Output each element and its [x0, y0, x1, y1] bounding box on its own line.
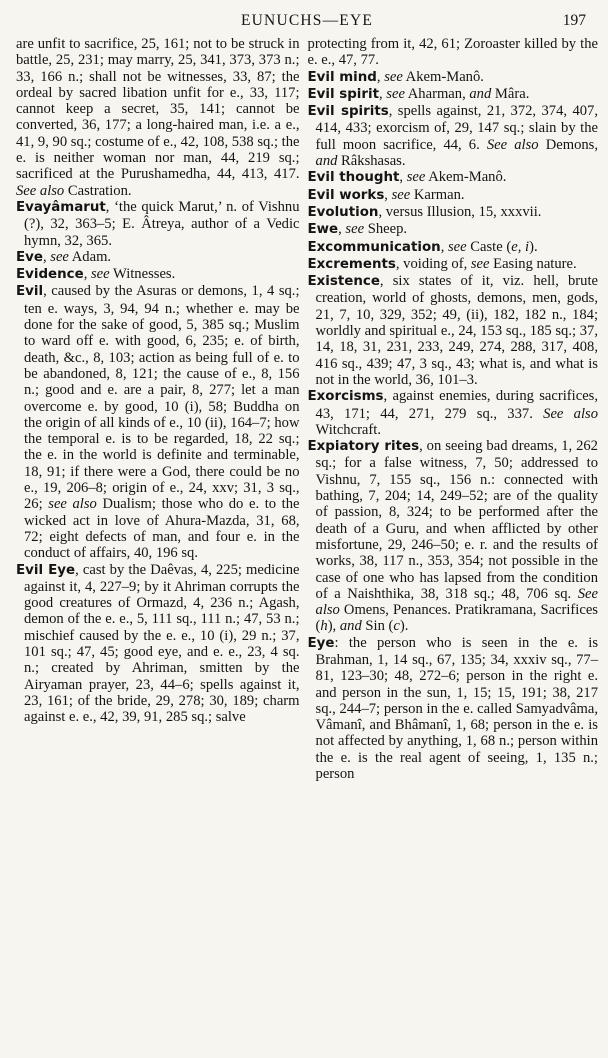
- entry-text: Akem-Manô.: [402, 68, 484, 85]
- entry-headword: Excommunication: [307, 239, 441, 255]
- index-entry-exorcisms: [308, 388, 598, 438]
- entry-headword: Evidence: [16, 267, 84, 283]
- index-entry-excommunication: [308, 239, 598, 256]
- entry-text: : the person who is seen in the e. is Brahman, 1, 14 sq., 67, 135; 34, xxxiv sq., 77–81, 123–30; 48, 272–6; person in the right e. and person in the sun, 1, 15; 15, 191; 38, 217 sq., 244–7; person in the e. called Samyadvâma, Vâmanî, and Bhâmanî, 1, 68; person in the e. is not affected by anything, 1, 68 n.; person within the e. is the real agent of seeing, 1, 135 n.; person: [315, 634, 598, 783]
- entry-text: ,: [384, 186, 392, 203]
- entry-text: ).: [399, 618, 409, 635]
- entry-italic-text: see also: [48, 496, 97, 513]
- index-entry-evil-eye: [16, 562, 300, 726]
- entry-text: Castration.: [64, 182, 132, 199]
- entry-italic-text: and: [339, 618, 362, 635]
- entry-text: Aharman,: [404, 85, 470, 102]
- index-entry-evayamarut: [16, 199, 300, 249]
- index-entry-evil-eye-cont: [308, 36, 598, 69]
- entry-text: ,: [83, 266, 91, 283]
- right-column: [308, 36, 598, 782]
- entry-text: ,: [399, 169, 407, 186]
- entry-headword: Evayâmarut: [16, 199, 106, 215]
- entry-text: Omens, Penances. Pratikramana, Sacrifices (: [315, 602, 598, 635]
- left-column: [16, 36, 300, 782]
- page-header: [16, 10, 598, 32]
- entry-headword: Ewe: [307, 222, 339, 238]
- index-entry-evil: [16, 283, 300, 561]
- index-entry-existence: [308, 273, 598, 388]
- index-entry-expiatory-rites: [308, 438, 598, 635]
- entry-italic-text: h: [320, 618, 328, 635]
- entry-headword: Existence: [307, 274, 380, 290]
- entry-headword: Eve: [16, 249, 43, 265]
- entry-headword: Evil spirits: [307, 104, 389, 120]
- entry-italic-text: See also: [315, 585, 598, 619]
- entry-italic-text: see: [406, 169, 426, 186]
- entry-text: Caste (: [466, 238, 512, 255]
- entry-text: Witnesses.: [109, 266, 176, 283]
- index-columns: [16, 36, 598, 782]
- entry-text: , on seeing bad dreams, 1, 262 sq.; for a false witness, 7, 50; addressed to Vishnu, 7, 155 sq., 156 n.: connected with bathing, 7, 204; 14, 249–52; are of the quality of passion, 8, 324; to be performed after the death of a Guru, and when afflicted by other misfortune, 29, 246–50; e. r. and the results of works, 38, 117 n., 353, 354; not possible in the case of one who has lapsed from the condition of a Naishthika, 38, 318 sq.; 48, 706 sq.: [315, 438, 598, 602]
- index-entry-evolution: [308, 204, 598, 221]
- entry-headword: Excrements: [307, 256, 396, 272]
- entry-text: , versus Illusion, 15, xxxvii.: [378, 203, 542, 220]
- entry-text: Râkshasas.: [337, 153, 406, 170]
- index-entry-evil-spirits: [308, 103, 598, 169]
- index-entry-eye: [308, 635, 598, 783]
- entry-italic-text: See also: [543, 405, 598, 422]
- entry-text: Mâra.: [491, 85, 530, 102]
- entry-italic-text: see: [386, 85, 405, 102]
- entry-italic-text: See also: [16, 182, 65, 199]
- entry-headword: Expiatory rites: [307, 439, 420, 455]
- entry-headword: Evil: [16, 284, 44, 300]
- entry-italic-text: see: [345, 221, 365, 238]
- entry-text: Demons,: [538, 136, 598, 153]
- entry-text: , six states of it, viz. hell, brute creation, world of ghosts, demons, men, gods, 21, 7, 10, 329, 352; 49, (ii), 182, 182 n., 184; worldly and spiritual e., 24, 153 sq., 185 sq.; 37, 14, 18, 31, 231, 233, 249, 274, 288, 317, 408, 416 sq., 439; 47, 3 sq., 43; what is, and what is not in the world, 36, 101–3.: [315, 273, 598, 388]
- running-title: EUNUCHS—EYE: [240, 12, 374, 29]
- entry-headword: Exorcisms: [307, 389, 384, 405]
- entry-italic-text: see: [384, 68, 403, 85]
- entry-text: protecting from it, 42, 61; Zoroaster killed by the e. e., 47, 77.: [307, 36, 598, 69]
- entry-italic-text: see: [391, 186, 411, 203]
- entry-italic-text: see: [50, 248, 69, 265]
- page-number: 197: [562, 12, 586, 29]
- entry-text: ,: [42, 248, 51, 265]
- entry-headword: Evil spirit: [307, 86, 379, 102]
- entry-text: Witchcraft.: [315, 421, 381, 438]
- index-entry-excrements: [308, 256, 598, 273]
- index-entry-eve: [16, 249, 300, 266]
- entry-italic-text: see: [448, 238, 467, 255]
- entry-text: Sheep.: [364, 221, 408, 238]
- entry-text: are unfit to sacrifice, 25, 161; not to be struck in battle, 25, 231; may marry, 25, 341, 373, 373 n.; 33, 166 n.; shall not be witnesses, 33, 87; the ordeal by sacred libation unfit for e., 33, 117; cannot keep a secret, 35, 141; cannot be converted, 36, 177; a long-haired man, i.e. a e., 41, 9, 90 sq.; costume of e., 42, 108, 538 sq.; the e. is neither woman nor man, 44, 219 sq.; sacrificed at the Purushamedha, 44, 413, 417.: [16, 36, 300, 183]
- entry-headword: Evolution: [307, 204, 379, 220]
- entry-headword: Evil works: [307, 187, 385, 203]
- entry-text: Karman.: [410, 186, 465, 203]
- entry-text: Adam.: [68, 248, 112, 265]
- index-entry-ewe: [308, 221, 598, 238]
- entry-headword: Evil thought: [307, 170, 400, 186]
- entry-italic-text: see: [470, 255, 490, 272]
- entry-text: ,: [376, 68, 385, 85]
- entry-headword: Evil Eye: [16, 562, 76, 578]
- entry-italic-text: and: [315, 153, 338, 170]
- entry-text: Dualism; those who do e. to the wicked act in love of Ahura-Mazda, 31, 68, 72; eight defects of man, and four e. in the conduct of affairs, 40, 196 sq.: [24, 496, 300, 562]
- entry-headword: Eye: [307, 635, 335, 651]
- entry-text: , ‘the quick Marut,’ n. of Vishnu (?), 32, 363–5; E. Âtreya, author of a Vedic hymn, 32, 365.: [24, 198, 300, 249]
- entry-text: Akem-Manô.: [425, 169, 507, 186]
- entry-text: , voiding of,: [395, 255, 471, 272]
- index-entry-evil-works: [308, 187, 598, 204]
- entry-headword: Evil mind: [307, 69, 377, 85]
- entry-text: ,: [338, 221, 346, 238]
- entry-text: ).: [529, 238, 538, 255]
- entry-text: , spells against, 21, 372, 374, 407, 414, 433; exorcism of, 29, 147 sq.; slain by the full moon sacrifice, 44, 6.: [315, 103, 598, 153]
- entry-italic-text: c: [393, 618, 400, 635]
- entry-italic-text: See also: [486, 136, 539, 153]
- entry-text: Sin (: [361, 618, 394, 635]
- index-entry-eunuchs-cont: [16, 36, 300, 199]
- entry-text: , caused by the Asuras or demons, 1, 4 sq.; ten e. ways, 3, 94, 94 n.; whether e. may be done for the sake of good, 5, 385 sq.; Muslim to ward off e. with good, 6, 235; e. of birth, death, &c., 8, 103; action as being full of e. to be abandoned, 8, 121; the cause of e., 8, 156 n.; good and e. are a pair, 8, 277; let a man overcome e. by good, 10 (i), 58; Buddha on the origin of all kinds of e., 10 (ii), 164–7; how the temporal e. is to be regarded, 18, 22 sq.; the e. in the world is definite and terminable, 18, 91; if there were a God, there could be no e., 19, 206–8; origin of e., 24, xxv; 31, 3 sq., 26;: [24, 283, 300, 513]
- entry-text: Easing nature.: [489, 255, 577, 272]
- entry-text: ,: [440, 238, 448, 255]
- index-entry-evil-spirit: [308, 86, 598, 103]
- entry-text: , against enemies, during sacrifices, 43, 171; 44, 271, 279 sq., 337.: [315, 388, 598, 422]
- entry-text: ),: [327, 618, 340, 635]
- entry-italic-text: e, i: [511, 238, 530, 255]
- entry-text: , cast by the Daêvas, 4, 225; medicine against it, 4, 227–9; by it Ahriman corrupts the good creatures of Ormazd, 4, 236 n.; Agash, demon of the e. e., 5, 111 sq., 111 n.; 47, 53 n.; mischief caused by the e. e., 10 (i), 29 n.; 37, 101 sq.; 47, 45; good eye, and e. e., 23, 4 sq. n.; created by Ahriman, smitten by the Airyaman prayer, 23, 44–6; spells against it, 23, 161; of the bride, 29, 278; 30, 189; charm against e. e., 42, 39, 91, 285 sq.; salve: [24, 561, 300, 726]
- entry-italic-text: see: [90, 266, 110, 283]
- entry-italic-text: and: [469, 85, 492, 102]
- index-entry-evil-mind: [308, 69, 598, 86]
- index-entry-evil-thought: [308, 169, 598, 186]
- index-entry-evidence: [16, 266, 300, 283]
- entry-text: ,: [378, 85, 387, 102]
